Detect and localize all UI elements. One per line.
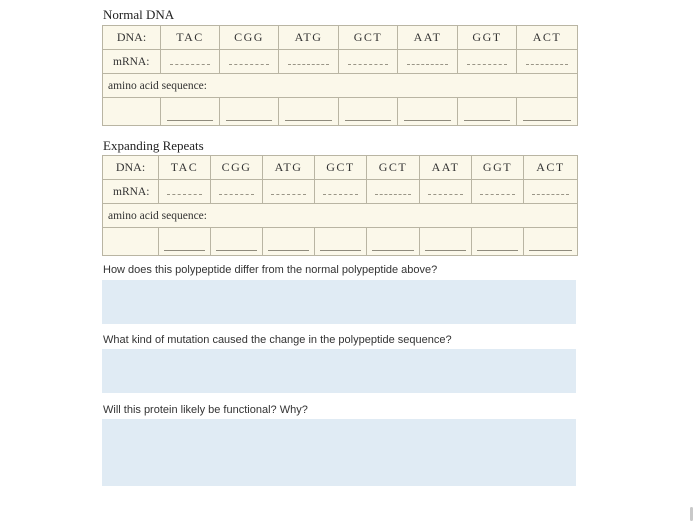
codon-cell: ACT	[517, 26, 578, 50]
aa-blank[interactable]	[472, 228, 524, 256]
codon-cell: GCT	[315, 156, 367, 180]
amino-acid-label: amino acid sequence:	[103, 204, 578, 228]
mrna-blank[interactable]	[524, 180, 578, 204]
aa-label-row	[103, 74, 578, 98]
mrna-label: mRNA:	[103, 50, 161, 74]
dna-row	[103, 26, 578, 50]
amino-acid-label: amino acid sequence:	[103, 74, 578, 98]
normal-dna-table	[102, 25, 578, 126]
mrna-blank[interactable]	[211, 180, 263, 204]
mrna-blank[interactable]	[161, 50, 220, 74]
answer-box-3[interactable]	[102, 419, 576, 486]
aa-blank[interactable]	[159, 228, 211, 256]
codon-cell: GGT	[472, 156, 524, 180]
aa-blank[interactable]	[517, 98, 578, 126]
mrna-blank[interactable]	[458, 50, 517, 74]
mrna-blank[interactable]	[517, 50, 578, 74]
mrna-blank[interactable]	[367, 180, 420, 204]
mrna-blank[interactable]	[339, 50, 398, 74]
normal-dna-title: Normal DNA	[103, 7, 175, 22]
aa-blank[interactable]	[263, 228, 315, 256]
aa-row	[103, 98, 578, 126]
answer-box-2[interactable]	[102, 349, 576, 393]
mrna-blank[interactable]	[220, 50, 279, 74]
aa-blank-empty	[103, 228, 159, 256]
codon-cell: CGG	[211, 156, 263, 180]
mrna-blank[interactable]	[398, 50, 458, 74]
codon-cell: AAT	[398, 26, 458, 50]
aa-blank[interactable]	[458, 98, 517, 126]
codon-cell: GGT	[458, 26, 517, 50]
aa-blank[interactable]	[398, 98, 458, 126]
codon-cell: ACT	[524, 156, 578, 180]
aa-blank[interactable]	[367, 228, 420, 256]
dna-row	[103, 156, 578, 180]
scrollbar-thumb[interactable]	[690, 507, 693, 521]
mrna-blank[interactable]	[159, 180, 211, 204]
mrna-blank[interactable]	[263, 180, 315, 204]
codon-cell: CGG	[220, 26, 279, 50]
dna-label: DNA:	[103, 26, 161, 50]
mrna-blank[interactable]	[315, 180, 367, 204]
codon-cell: TAC	[161, 26, 220, 50]
aa-blank[interactable]	[211, 228, 263, 256]
aa-blank[interactable]	[161, 98, 220, 126]
codon-cell: ATG	[263, 156, 315, 180]
aa-blank[interactable]	[339, 98, 398, 126]
aa-blank[interactable]	[524, 228, 578, 256]
codon-cell: GCT	[339, 26, 398, 50]
question-1: How does this polypeptide differ from the normal polypeptide above?	[103, 264, 438, 276]
expanding-repeats-title: Expanding Repeats	[103, 138, 204, 153]
codon-cell: ATG	[279, 26, 339, 50]
aa-blank-empty	[103, 98, 161, 126]
mrna-row	[103, 50, 578, 74]
question-3: Will this protein likely be functional? Why?	[103, 404, 308, 416]
codon-cell: AAT	[420, 156, 472, 180]
aa-blank[interactable]	[279, 98, 339, 126]
aa-label-row	[103, 204, 578, 228]
aa-blank[interactable]	[420, 228, 472, 256]
dna-label: DNA:	[103, 156, 159, 180]
mrna-blank[interactable]	[279, 50, 339, 74]
mrna-blank[interactable]	[472, 180, 524, 204]
answer-box-1[interactable]	[102, 280, 576, 324]
question-2: What kind of mutation caused the change in the polypeptide sequence?	[103, 334, 452, 346]
aa-blank[interactable]	[315, 228, 367, 256]
mrna-label: mRNA:	[103, 180, 159, 204]
expanding-dna-table	[102, 155, 578, 256]
codon-cell: GCT	[367, 156, 420, 180]
aa-row	[103, 228, 578, 256]
codon-cell: TAC	[159, 156, 211, 180]
mrna-blank[interactable]	[420, 180, 472, 204]
aa-blank[interactable]	[220, 98, 279, 126]
mrna-row	[103, 180, 578, 204]
